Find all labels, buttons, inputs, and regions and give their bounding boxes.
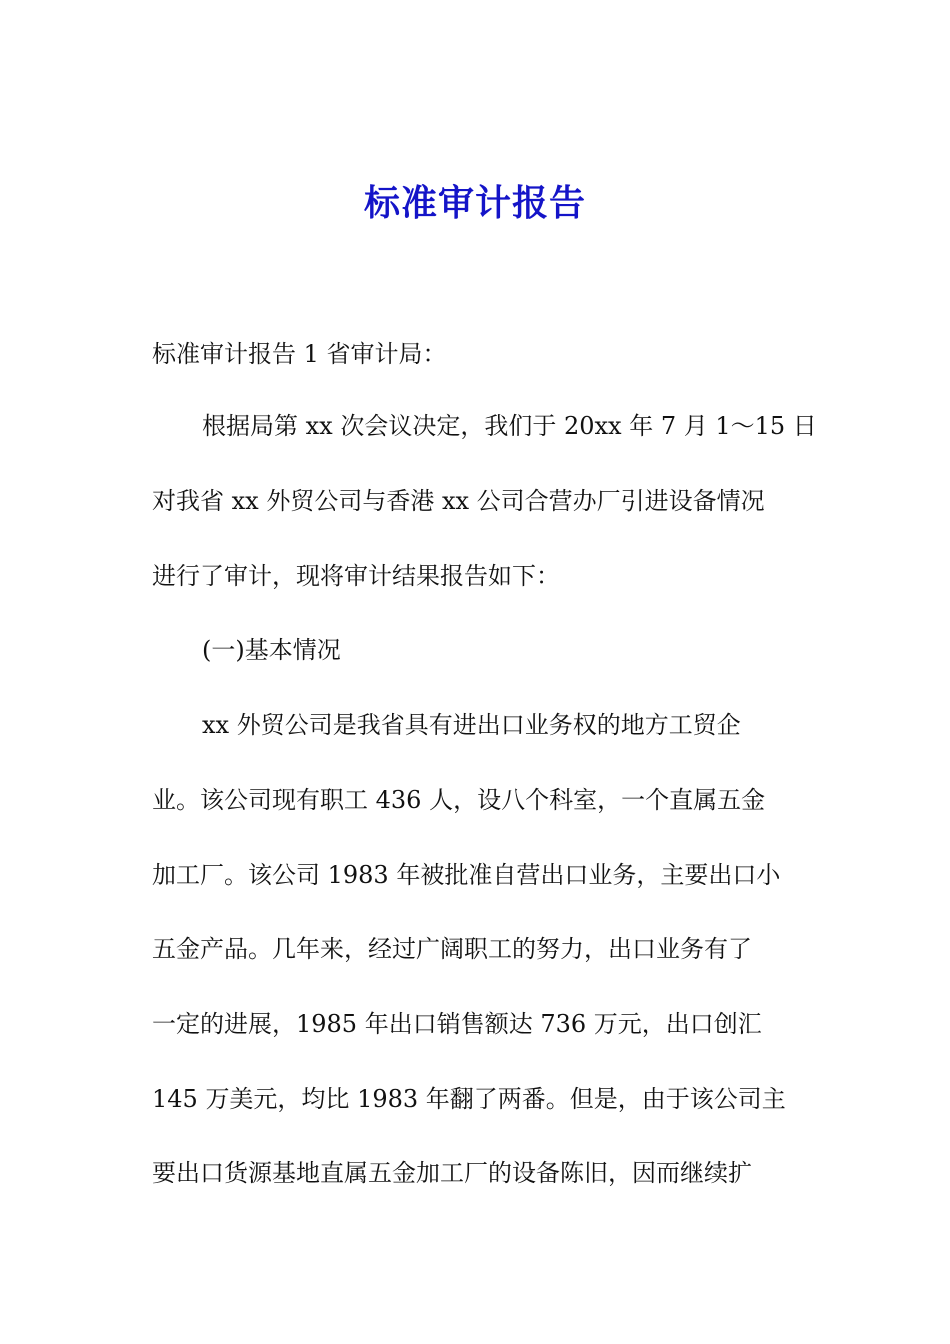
salutation-line: 标准审计报告 1 省审计局： xyxy=(152,340,447,368)
paragraph-line: 进行了审计，现将审计结果报告如下： xyxy=(152,562,560,590)
paragraph-line: 要出口货源基地直属五金加工厂的设备陈旧，因而继续扩 xyxy=(152,1159,752,1187)
paragraph-line: 业。该公司现有职工 436 人，设八个科室，一个直属五金 xyxy=(152,786,766,814)
paragraph-line: 一定的进展，1985 年出口销售额达 736 万元，出口创汇 xyxy=(152,1010,762,1038)
document-title: 标准审计报告 xyxy=(363,183,586,224)
paragraph-line: 根据局第 xx 次会议决定，我们于 20xx 年 7 月 1～15 日 xyxy=(202,412,817,440)
paragraph-line: 加工厂。该公司 1983 年被批准自营出口业务，主要出口小 xyxy=(152,861,781,889)
section-heading: (一)基本情况 xyxy=(202,636,341,664)
paragraph-line: 五金产品。几年来，经过广阔职工的努力，出口业务有了 xyxy=(152,935,752,963)
paragraph-line: 对我省 xx 外贸公司与香港 xx 公司合营办厂引进设备情况 xyxy=(152,487,765,515)
paragraph-line: xx 外贸公司是我省具有进出口业务权的地方工贸企 xyxy=(202,711,741,739)
paragraph-line: 145 万美元，均比 1983 年翻了两番。但是，由于该公司主 xyxy=(152,1085,786,1113)
